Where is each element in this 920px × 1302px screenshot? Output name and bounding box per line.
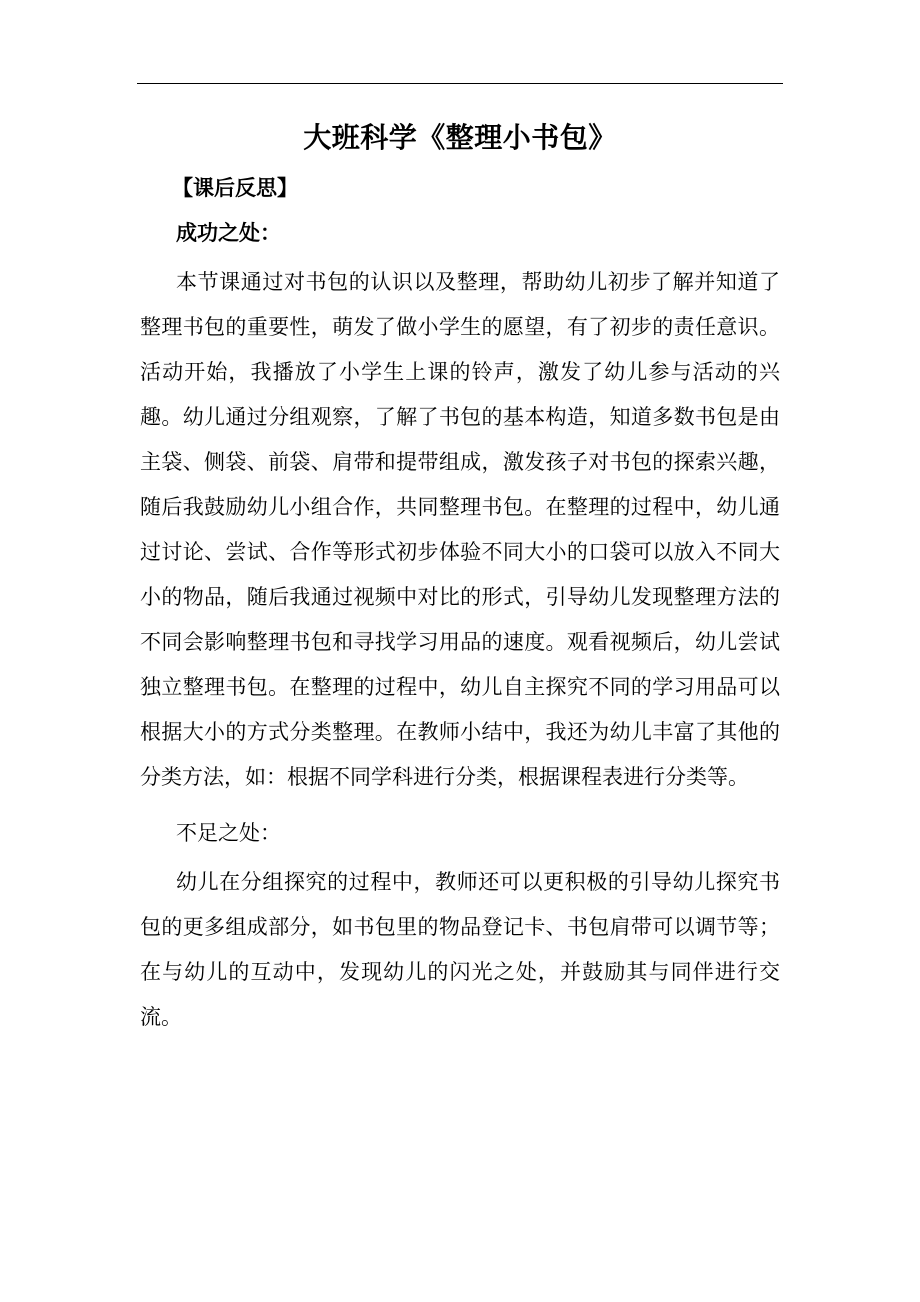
header-rule xyxy=(137,83,783,84)
document-title: 大班科学《整理小书包》 xyxy=(303,121,617,154)
subheading-success: 成功之处： xyxy=(176,220,281,245)
paragraph-success: 本节课通过对书包的认识以及整理，帮助幼儿初步了解并知道了整理书包的重要性，萌发了做小学生的愿望，有了初步的责任意识。活动开始，我播放了小学生上课的铃声，激发了幼儿参与活动的兴趣。幼儿通过分组观察，了解了书包的基本构造，知道多数书包是由主袋、侧袋、前袋、肩带和提带组成，激发孩子对书包的探索兴趣，随后我鼓励幼儿小组合作，共同整理书包。在整理的过程中，幼儿通过讨论、尝试、合作等形式初步体验不同大小的口袋可以放入不同大小的物品，随后我通过视频中对比的形式，引导幼儿发现整理方法的不同会影响整理书包和寻找学习用品的速度。观看视频后，幼儿尝试独立整理书包。在整理的过程中，幼儿自主探究不同的学习用品可以根据大小的方式分类整理。在教师小结中，我还为幼儿丰富了其他的分类方法，如：根据不同学科进行分类，根据课程表进行分类等。 xyxy=(140,270,780,789)
section-heading-reflection: 【课后反思】 xyxy=(172,175,298,200)
subheading-shortcoming: 不足之处： xyxy=(176,821,281,845)
paragraph-shortcoming: 幼儿在分组探究的过程中，教师还可以更积极的引导幼儿探究书包的更多组成部分，如书包里的物品登记卡、书包肩带可以调节等；在与幼儿的互动中，发现幼儿的闪光之处，并鼓励其与同伴进行交流。 xyxy=(140,870,780,1029)
